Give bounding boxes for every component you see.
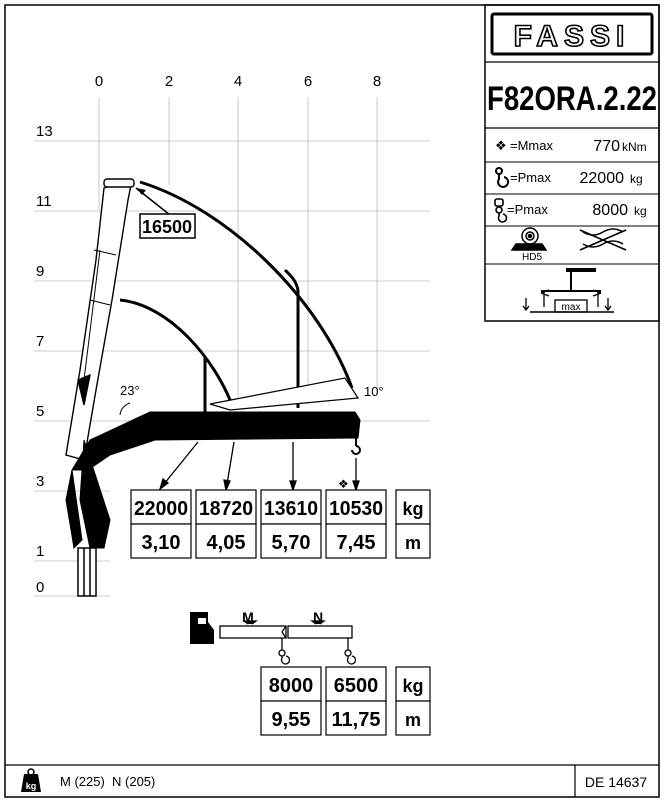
y-tick: 5: [36, 403, 45, 420]
load-value: 22000: [134, 498, 188, 520]
x-axis-ticks: [95, 73, 381, 90]
crane-structure: [66, 179, 134, 460]
weight-kg-icon: [21, 769, 41, 792]
jib-diagram: [190, 609, 430, 735]
reach-unit: m: [404, 533, 422, 553]
jib-m-label: M: [242, 609, 254, 625]
spec-row-pmax-hook: [496, 168, 643, 187]
load-arrows: [160, 442, 359, 490]
x-tick: 2: [164, 73, 174, 90]
crane-boom-extended: [210, 378, 358, 410]
y-tick: 11: [36, 193, 52, 210]
y-tick: 1: [36, 543, 45, 560]
reach-value: 3,10: [141, 532, 181, 554]
load-table: [131, 477, 430, 558]
pmax-value: 22000: [579, 170, 624, 187]
spec-row-pmax-winch: [495, 199, 647, 222]
footer: [21, 769, 647, 792]
pmax-unit: kg: [630, 172, 643, 186]
x-tick: 8: [372, 73, 382, 90]
brand-logo: FASSI: [513, 20, 631, 53]
tip-load-value: 16500: [141, 217, 193, 237]
moment-marker-icon: ❖: [338, 477, 349, 491]
jib-reach-value: 9,55: [271, 709, 311, 731]
x-tick: 4: [233, 73, 243, 90]
jib-load-unit: kg: [402, 676, 424, 696]
winch-pmax-unit: kg: [634, 204, 647, 218]
y-tick: 9: [36, 263, 45, 280]
winch-pmax-value: 8000: [592, 202, 628, 219]
jib-reach-unit: m: [404, 710, 422, 730]
y-tick: 3: [36, 473, 45, 490]
y-tick: 13: [36, 123, 53, 140]
winch-pmax-label: =Pmax: [507, 202, 548, 217]
jib-load-value: 6500: [333, 675, 379, 697]
moment-unit: kNm: [622, 140, 647, 154]
svg-text:kg: kg: [25, 781, 37, 791]
jib-load-value: 8000: [268, 675, 314, 697]
model-name: F82ORA.2.22: [487, 80, 657, 118]
load-value: 18720: [199, 498, 253, 520]
crane-head-icon: [190, 612, 214, 644]
spec-panel: [485, 5, 659, 321]
jib-reach-value: 11,75: [331, 709, 381, 731]
angle-low-label: 23°: [120, 383, 140, 398]
load-unit: kg: [402, 499, 424, 519]
hook-icon: [496, 168, 508, 187]
x-tick: 6: [303, 73, 313, 90]
hd5-duty-icon: [512, 228, 546, 250]
spec-row-moment: [495, 138, 647, 155]
no-overload-icon: [580, 229, 626, 250]
reach-value: 4,05: [206, 532, 246, 554]
hd5-label: HD5: [522, 252, 543, 263]
y-axis-ticks: [36, 123, 53, 596]
y-tick: 7: [36, 333, 45, 350]
moment-symbol-icon: ❖: [495, 138, 507, 153]
moment-label: =Mmax: [510, 138, 553, 153]
load-value: 13610: [264, 498, 318, 520]
tip-load-annotation: [136, 188, 195, 238]
stabilizer-max-label: max: [561, 302, 581, 313]
jib-n-label: N: [312, 609, 324, 625]
winch-hook-icon: [495, 199, 506, 222]
document-code: DE 14637: [584, 774, 648, 790]
y-tick: 0: [36, 579, 45, 596]
angle-high-label: 10°: [364, 384, 384, 399]
pmax-label: =Pmax: [510, 170, 551, 185]
moment-value: 770: [593, 138, 620, 155]
x-tick: 0: [94, 73, 104, 90]
reach-value: 7,45: [336, 532, 376, 554]
load-value: 10530: [329, 498, 383, 520]
reach-value: 5,70: [271, 532, 311, 554]
jib-weights-text: M (225) N (205): [60, 774, 156, 789]
